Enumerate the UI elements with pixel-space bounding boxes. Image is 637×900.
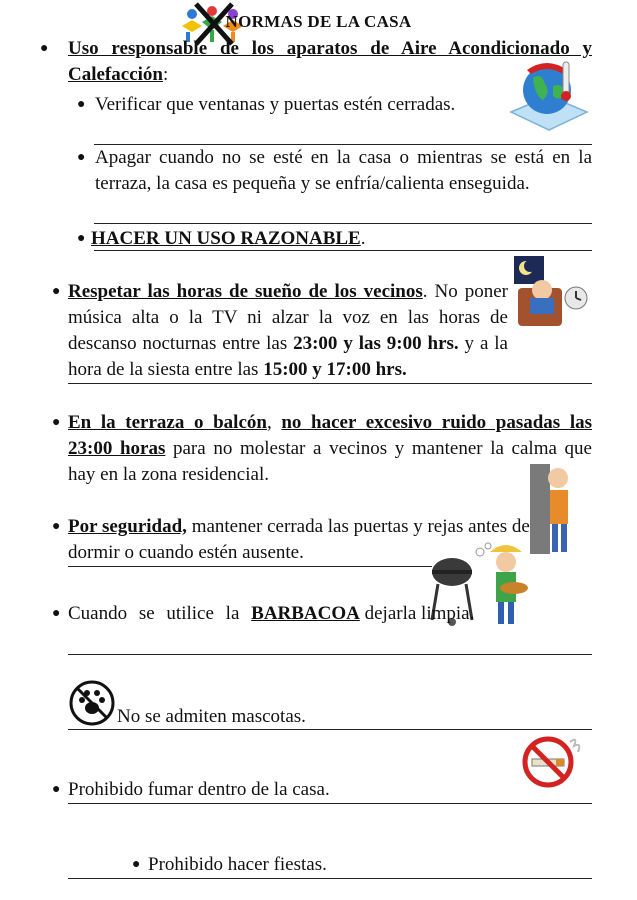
bullet: ● bbox=[52, 782, 61, 797]
terraza-warning: no hacer excesivo ruido pasadas las 23:00 horas bbox=[68, 412, 592, 459]
divider bbox=[68, 803, 592, 804]
fiestas-text: Prohibido hacer fiestas. bbox=[148, 854, 327, 875]
aire-item-1 bbox=[75, 92, 503, 118]
page-title: NORMAS DE LA CASA bbox=[225, 12, 412, 31]
bullet: ● bbox=[52, 284, 61, 299]
divider bbox=[68, 566, 432, 567]
no-pets-icon bbox=[68, 679, 116, 727]
divider bbox=[68, 383, 592, 384]
divider bbox=[94, 223, 592, 224]
aire-item-3 bbox=[75, 226, 592, 252]
aire-heading-suffix: : bbox=[162, 64, 169, 85]
barbacoa-text-2: dejarla limpia. bbox=[359, 603, 475, 624]
divider bbox=[68, 729, 592, 730]
bullet: ● bbox=[77, 97, 86, 112]
thermometer-globe-icon bbox=[505, 56, 591, 136]
barbacoa-keyword: BARBACOA bbox=[251, 603, 360, 624]
seguridad-heading: Por seguridad, bbox=[68, 516, 187, 537]
section-fiestas bbox=[132, 852, 548, 878]
aire-item-2-text: Apagar cuando no se esté en la casa o mientras se está en la terraza, la casa es pequeña y se enfría/calienta enseguida. bbox=[95, 147, 592, 194]
sueno-time-1: 23:00 y las 9:00 hrs. bbox=[293, 333, 459, 354]
terraza-text: para no molestar a vecinos y mantener la calma que hay en la zona residencial. bbox=[68, 438, 592, 485]
aire-item-3-text: HACER UN USO RAZONABLE bbox=[91, 228, 361, 249]
bullet: ● bbox=[77, 231, 86, 246]
bullet: ● bbox=[52, 606, 61, 621]
section-fumar bbox=[52, 777, 518, 803]
aire-item-1-text: Verificar que ventanas y puertas estén cerradas. bbox=[95, 94, 456, 115]
sueno-text-1: . No poner música alta o la TV ni alzar la voz en las horas de descanso nocturnas entre las bbox=[68, 281, 508, 354]
bullet: ● bbox=[52, 519, 61, 534]
bullet: ● bbox=[52, 415, 61, 430]
annoyed-neighbor-icon bbox=[528, 462, 580, 558]
sueno-time-2: 15:00 y 17:00 hrs. bbox=[263, 359, 407, 380]
barbacoa-text-1: Cuando se utilice la bbox=[68, 603, 252, 624]
aire-item-3-suffix: . bbox=[360, 228, 366, 249]
section-mascotas bbox=[117, 704, 517, 730]
terraza-heading: En la terraza o balcón bbox=[68, 412, 267, 433]
bullet: ● bbox=[132, 857, 141, 872]
sueno-text-2: y a la hora de la siesta entre las bbox=[68, 333, 508, 380]
terraza-sep: , bbox=[266, 412, 282, 433]
divider bbox=[94, 250, 592, 251]
no-smoking-icon bbox=[522, 732, 588, 790]
sleeping-person-icon bbox=[512, 254, 592, 330]
aire-heading: Uso responsable de los aparatos de Aire Acondicionado y Calefacción bbox=[68, 38, 592, 85]
bullet: ● bbox=[77, 150, 86, 165]
divider bbox=[68, 878, 592, 879]
section-terraza bbox=[52, 410, 592, 488]
sueno-heading: Respetar las horas de sueño de los vecinos bbox=[68, 281, 423, 302]
seguridad-text: mantener cerrada las puertas y rejas antes de dormir o cuando estén ausente. bbox=[68, 516, 530, 563]
section-barbacoa bbox=[52, 601, 592, 627]
divider bbox=[68, 654, 592, 655]
aire-item-2 bbox=[75, 145, 592, 197]
bullet: ● bbox=[40, 41, 49, 56]
fumar-text: Prohibido fumar dentro de la casa. bbox=[68, 779, 330, 800]
mascotas-text: No se admiten mascotas. bbox=[117, 706, 306, 727]
